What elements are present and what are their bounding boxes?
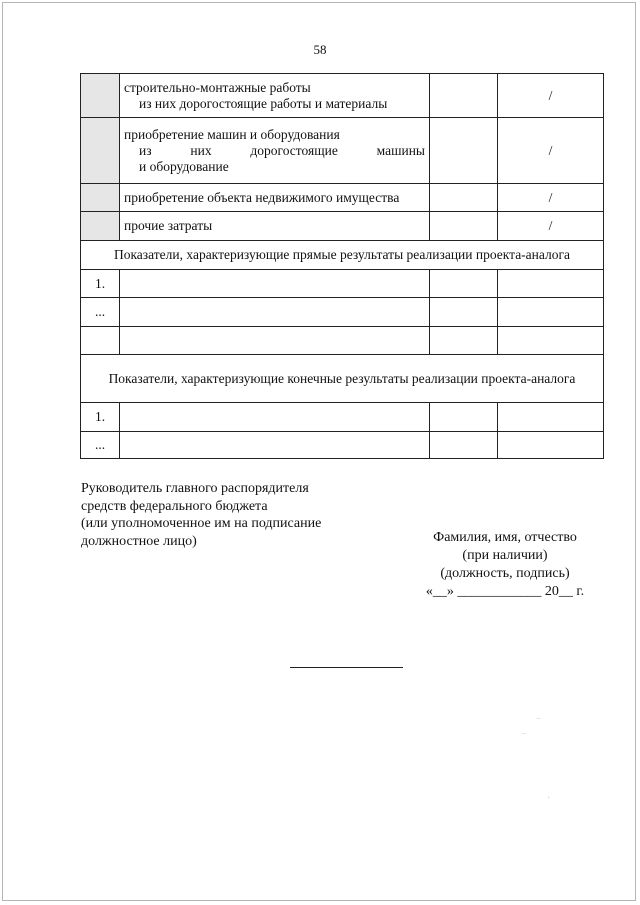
- row-label-cell: [120, 327, 430, 355]
- row-number-cell: 1.: [81, 403, 120, 432]
- position-label: (должность, подпись): [440, 566, 570, 581]
- final-results-header: Показатели, характеризующие конечные результаты реализации проекта-аналога: [81, 355, 604, 403]
- word: машины: [376, 142, 425, 158]
- table-row: [81, 403, 604, 432]
- value-cell: /: [498, 74, 604, 118]
- scan-speck: ·: [547, 793, 551, 804]
- report-table: [80, 73, 604, 459]
- value-cell: /: [498, 184, 604, 212]
- row-label-line: из них дорогостоящие работы и материалы: [139, 95, 388, 111]
- value-cell: [498, 327, 604, 355]
- table-row: [81, 327, 604, 355]
- row-label-justified: [124, 143, 425, 159]
- row-number-cell: [81, 212, 120, 241]
- row-label-cell: [120, 403, 430, 432]
- signer-line: должностное лицо): [81, 533, 197, 549]
- table-row: [81, 298, 604, 327]
- table-row: [81, 118, 604, 184]
- signer-line: (или уполномоченное им на подписание: [81, 516, 322, 531]
- section-header-row: [81, 355, 604, 403]
- row-number-cell: [81, 327, 120, 355]
- row-label-cell: [120, 270, 430, 298]
- value-cell: [430, 118, 498, 184]
- page-number: 58: [313, 42, 327, 57]
- signer-title: [81, 480, 321, 550]
- value-cell: [498, 298, 604, 327]
- scan-speck: ⁻: [536, 716, 542, 727]
- word: из: [139, 142, 152, 158]
- value-cell: /: [498, 212, 604, 241]
- value-cell: [430, 432, 498, 459]
- row-number-cell: [81, 74, 120, 118]
- value-cell: [430, 212, 498, 241]
- name-note: (при наличии): [462, 548, 548, 563]
- signer-line: средств федерального бюджета: [81, 498, 268, 514]
- table-row: [81, 184, 604, 212]
- row-label-line: строительно-монтажные работы: [124, 79, 311, 95]
- row-label-line: и оборудование: [139, 158, 229, 174]
- name-label: Фамилия, имя, отчество: [433, 530, 577, 545]
- value-cell: [430, 298, 498, 327]
- word: них: [190, 142, 212, 158]
- value-cell: [430, 184, 498, 212]
- value-cell: [498, 432, 604, 459]
- row-number-cell: ...: [81, 432, 120, 459]
- row-label-cell: [120, 298, 430, 327]
- value-cell: [498, 270, 604, 298]
- table-row: [81, 212, 604, 241]
- row-label-cell: прочие затраты: [120, 212, 430, 241]
- table-row: [81, 432, 604, 459]
- value-cell: [498, 403, 604, 432]
- bottom-rule: [290, 667, 403, 668]
- row-number-cell: ...: [81, 298, 120, 327]
- value-cell: [430, 327, 498, 355]
- scan-speck: ⁻: [521, 731, 527, 742]
- value-cell: [430, 270, 498, 298]
- row-label-cell: [120, 118, 430, 184]
- row-label-line: приобретение машин и оборудования: [124, 126, 340, 142]
- row-label-cell: [120, 432, 430, 459]
- table-row: [81, 270, 604, 298]
- row-label-cell: приобретение объекта недвижимого имущества: [120, 184, 430, 212]
- word: дорогостоящие: [250, 142, 338, 158]
- value-cell: [430, 74, 498, 118]
- signature-block: [400, 529, 610, 601]
- table-row: [81, 74, 604, 118]
- direct-results-header: Показатели, характеризующие прямые результаты реализации проекта-аналога: [81, 241, 604, 270]
- signer-line: Руководитель главного распорядителя: [81, 481, 309, 496]
- section-header-row: [81, 241, 604, 270]
- value-cell: [430, 403, 498, 432]
- row-number-cell: 1.: [81, 270, 120, 298]
- value-cell: /: [498, 118, 604, 184]
- row-label-cell: [120, 74, 430, 118]
- row-number-cell: [81, 118, 120, 184]
- row-number-cell: [81, 184, 120, 212]
- date-line: «__» ____________ 20__ г.: [425, 584, 585, 599]
